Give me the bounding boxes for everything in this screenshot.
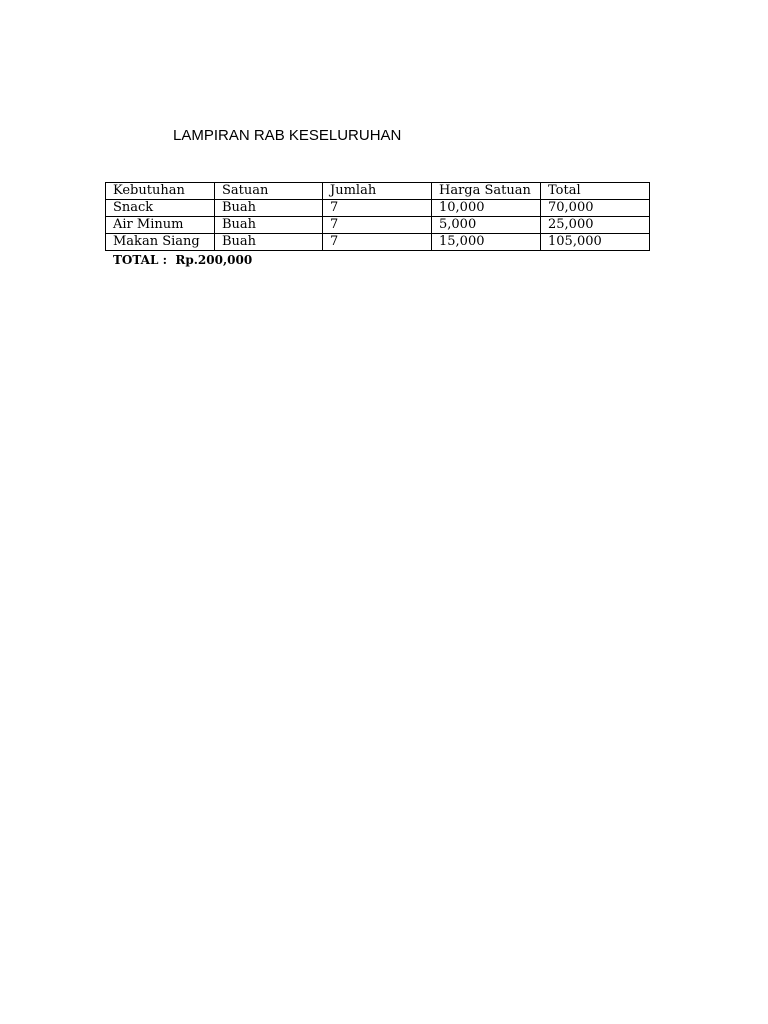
header-kebutuhan: Kebutuhan (106, 183, 215, 200)
cell-satuan: Buah (215, 234, 323, 251)
cell-kebutuhan: Air Minum (106, 217, 215, 234)
cell-kebutuhan: Snack (106, 200, 215, 217)
budget-table (105, 182, 650, 251)
table-row (106, 234, 650, 251)
cell-total: 70,000 (541, 200, 650, 217)
grand-total (113, 252, 252, 268)
cell-kebutuhan: Makan Siang (106, 234, 215, 251)
table-row (106, 217, 650, 234)
table-row (106, 200, 650, 217)
header-jumlah: Jumlah (323, 183, 432, 200)
page-title: LAMPIRAN RAB KESELURUHAN (173, 127, 402, 144)
cell-total: 105,000 (541, 234, 650, 251)
cell-satuan: Buah (215, 217, 323, 234)
cell-jumlah: 7 (323, 217, 432, 234)
cell-harga-satuan: 10,000 (432, 200, 541, 217)
cell-total: 25,000 (541, 217, 650, 234)
grand-total-label: TOTAL : (113, 253, 168, 267)
cell-jumlah: 7 (323, 234, 432, 251)
cell-satuan: Buah (215, 200, 323, 217)
header-total: Total (541, 183, 650, 200)
header-satuan: Satuan (215, 183, 323, 200)
cell-jumlah: 7 (323, 200, 432, 217)
table-header-row (106, 183, 650, 200)
cell-harga-satuan: 15,000 (432, 234, 541, 251)
cell-harga-satuan: 5,000 (432, 217, 541, 234)
header-harga-satuan: Harga Satuan (432, 183, 541, 200)
grand-total-value: Rp.200,000 (175, 253, 253, 267)
